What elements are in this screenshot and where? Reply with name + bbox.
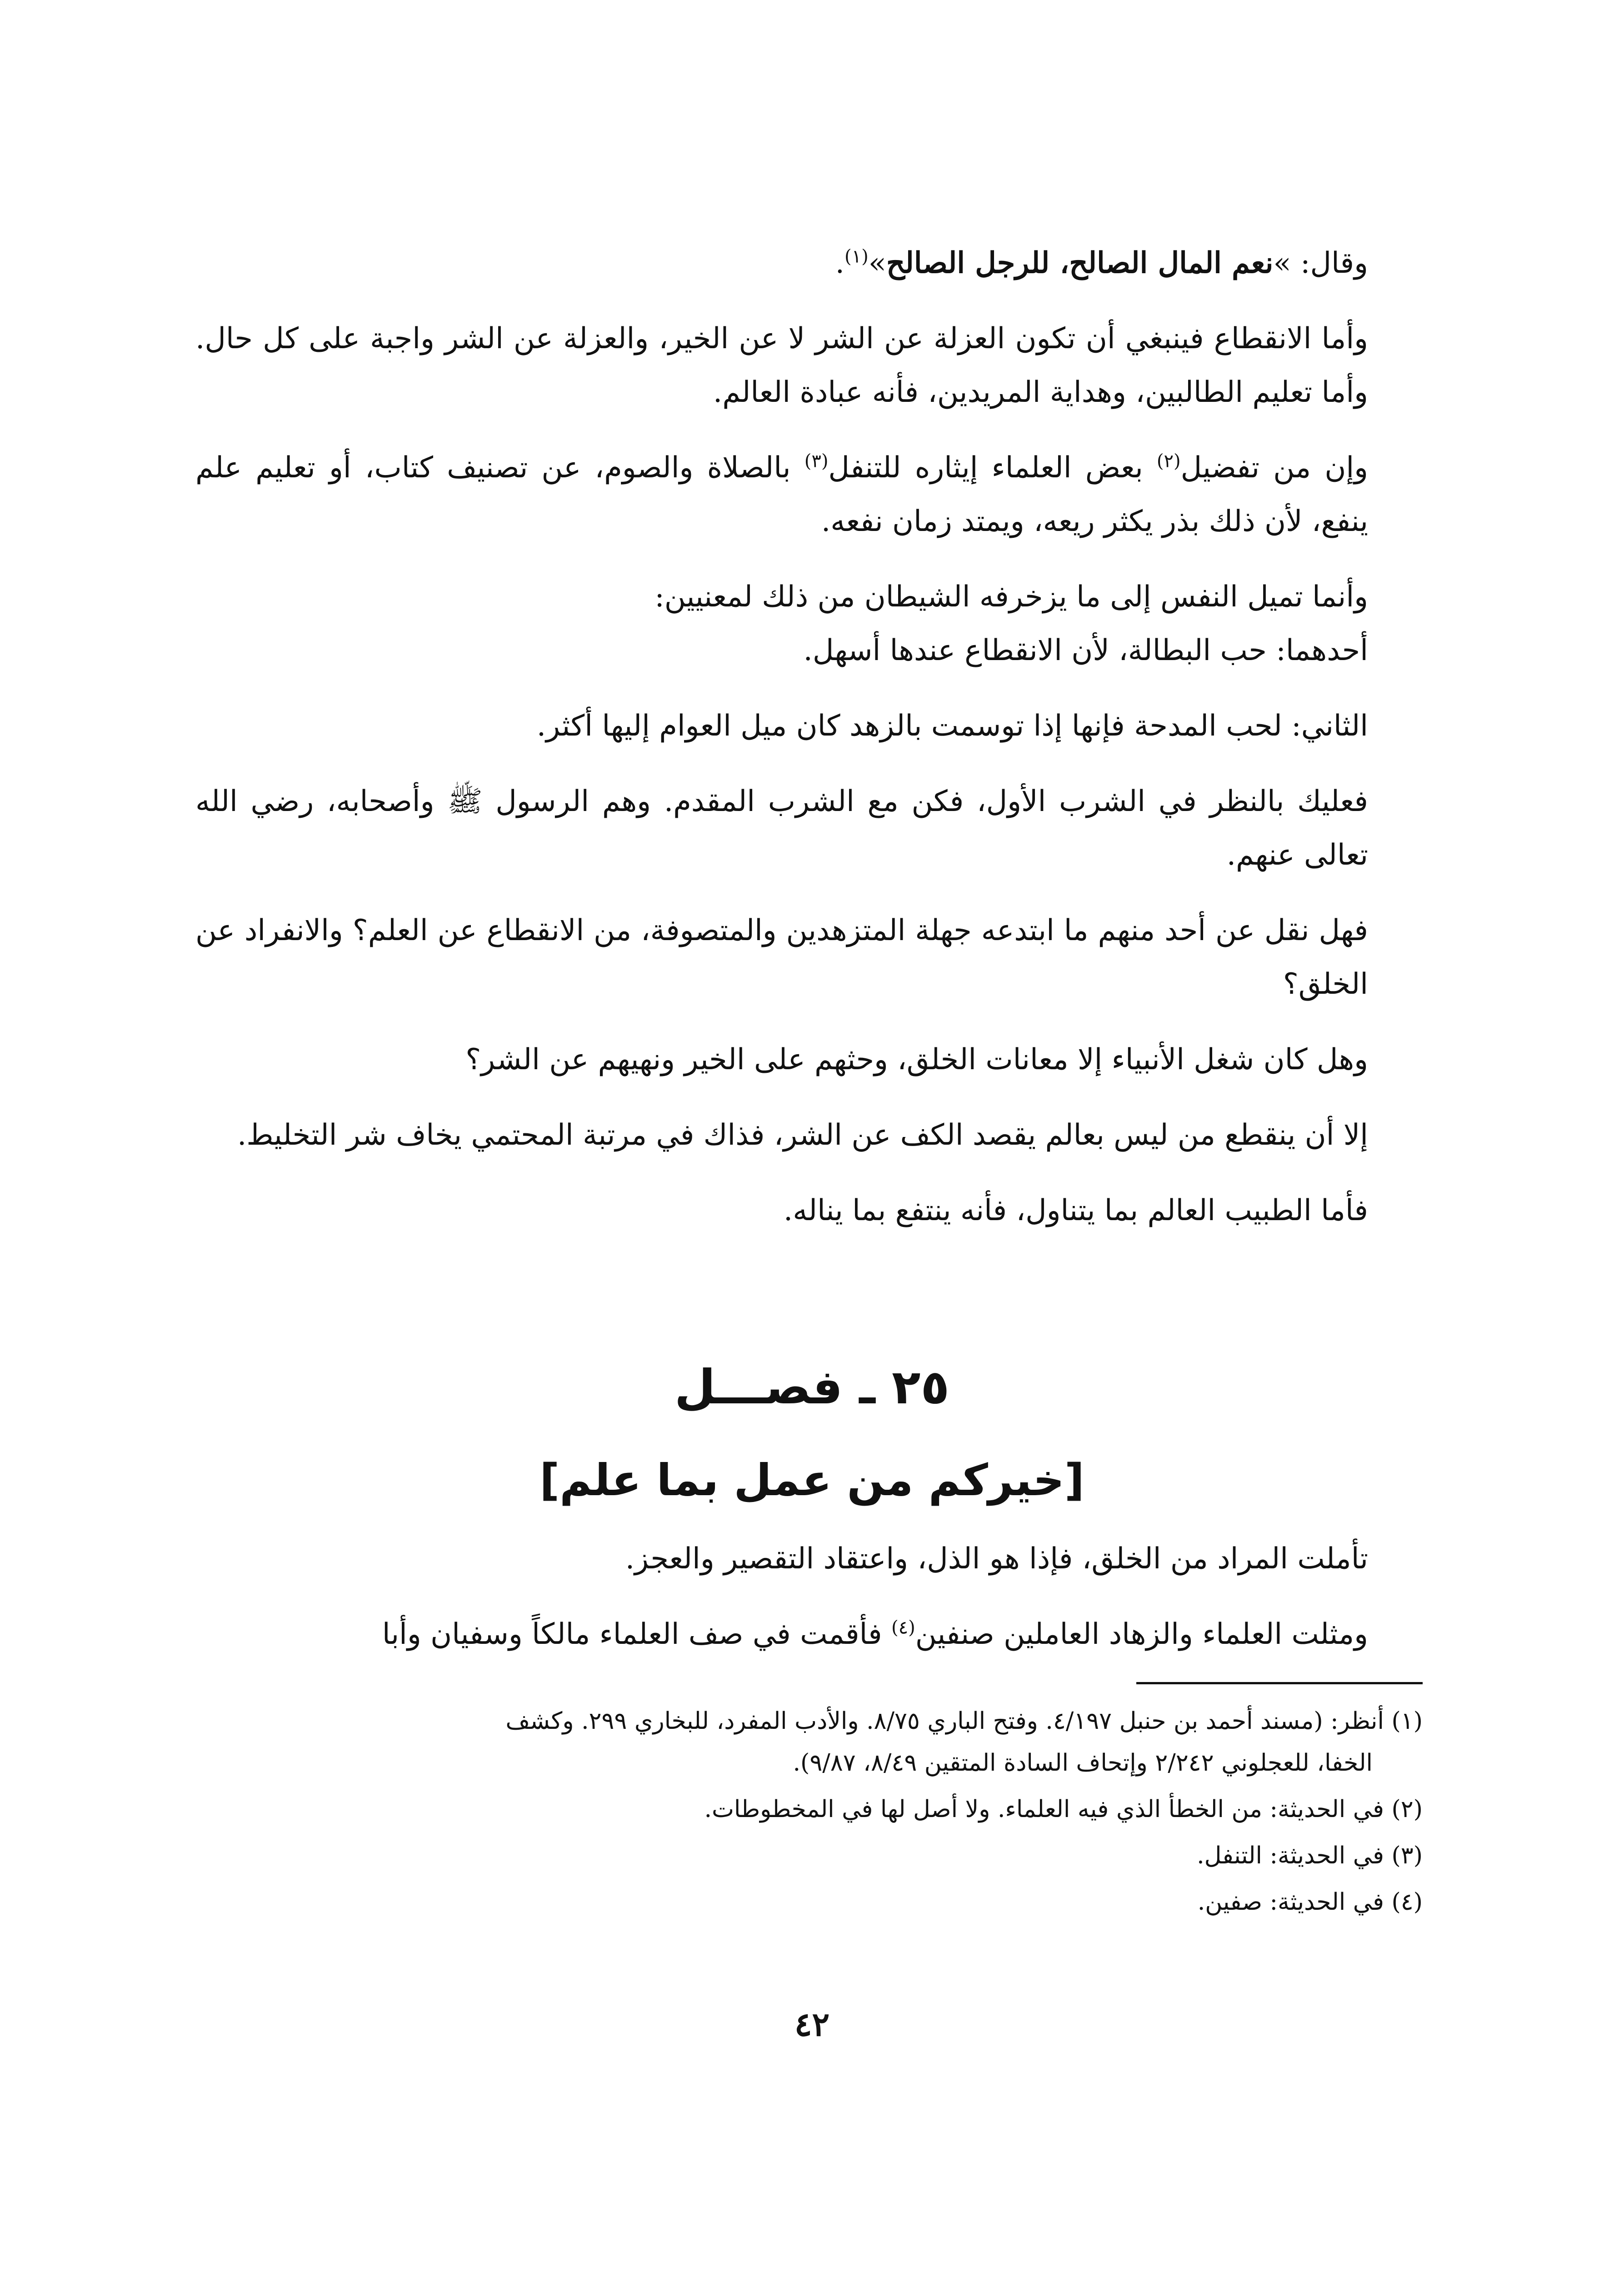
- paragraph-3-part-a: وإن من تفضيل: [1180, 451, 1369, 485]
- footnote-1-line-1: (١) أنظر: (مسند أحمد بن حنبل ٤/١٩٧. وفتح الباري ٨/٧٥. والأدب المفرد، للبخاري ٢٩٩. وكشف: [505, 1707, 1423, 1735]
- paragraph-9: إلا أن ينقطع من ليس بعالم يقصد الكف عن الشر، فذاك في مرتبة المحتمي يخاف شر التخليط.: [237, 1118, 1368, 1152]
- paragraph-3-part-c: بالصلاة والصوم، عن تصنيف كتاب، أو تعليم علم ينفع، لأن ذلك بذر يكثر ريعه، ويمتد زمان نفعه.: [195, 451, 1368, 538]
- paragraph-1-before: وقال: »: [1273, 246, 1368, 280]
- paragraph-4: [195, 570, 1423, 677]
- paragraph-11: تأملت المراد من الخلق، فإذا هو الذل، واعتقاد التقصير والعجز.: [625, 1542, 1368, 1576]
- paragraph-4-line-2: أحدهما: حب البطالة، لأن الانقطاع عندها أسهل.: [803, 634, 1368, 667]
- main-text-lower: [195, 1532, 1423, 1683]
- footnote-ref-3[interactable]: (٣): [804, 451, 829, 472]
- paragraph-2: وأما الانقطاع فينبغي أن تكون العزلة عن الشر لا عن الخير، والعزلة عن الشر واجبة على كل حال. وأما تعليم الطالبين، وهداية المريدين، فأنه عبادة العالم.: [195, 322, 1368, 409]
- footnote-1-line-2: الخفا، للعجلوني ٢/٢٤٢ وإتحاف السادة المتقين ٨/٤٩، ٩/٨٧).: [793, 1749, 1373, 1777]
- page-number: ٤٢: [794, 2005, 830, 2043]
- paragraph-8: وهل كان شغل الأنبياء إلا معانات الخلق، وحثهم على الخير ونهيهم عن الشر؟: [465, 1043, 1368, 1076]
- paragraph-1-after: »: [868, 246, 886, 280]
- paragraph-4-line-1: وأنما تميل النفس إلى ما يزخرفه الشيطان من ذلك لمعنيين:: [655, 580, 1368, 614]
- paragraph-3: [195, 441, 1423, 548]
- paragraph-7: فهل نقل عن أحد منهم ما ابتدعه جهلة المتزهدين والمتصوفة، من الانقطاع عن العلم؟ والانفراد عن الخلق؟: [195, 914, 1368, 1001]
- main-text: [195, 236, 1423, 1259]
- paragraph-6: فعليك بالنظر في الشرب الأول، فكن مع الشرب المقدم. وهم الرسول ﷺ وأصحابه، رضي الله تعالى عنهم.: [195, 785, 1368, 872]
- footnote-divider: [1136, 1682, 1423, 1684]
- paragraph-10: فأما الطبيب العالم بما يتناول، فأنه ينتفع بما يناله.: [783, 1194, 1368, 1227]
- section-title: [خيركم من عمل بما علم]: [540, 1455, 1084, 1506]
- paragraph-12-part-b: فأقمت في صف العلماء مالكاً وسفيان وأبا: [382, 1617, 891, 1651]
- footnote-1: [195, 1700, 1423, 1784]
- footnote-4: (٤) في الحديثة: صفين.: [1197, 1888, 1423, 1916]
- paragraph-1: [195, 236, 1423, 290]
- footnote-ref-1[interactable]: (١): [844, 246, 869, 267]
- paragraph-1-end: .: [835, 246, 845, 280]
- hadith-quote: نعم المال الصالح، للرجل الصالح: [886, 246, 1274, 280]
- footnote-ref-4[interactable]: (٤): [891, 1617, 915, 1638]
- footnote-ref-2[interactable]: (٢): [1156, 451, 1181, 472]
- paragraph-12: [195, 1607, 1423, 1661]
- footnote-2: (٢) في الحديثة: من الخطأ الذي فيه العلماء. ولا أصل لها في المخطوطات.: [704, 1796, 1423, 1823]
- footnote-3: (٣) في الحديثة: التنفل.: [1197, 1842, 1423, 1869]
- paragraph-3-part-b: بعض العلماء إيثاره للتنفل: [828, 451, 1157, 485]
- footnotes: [195, 1700, 1423, 1928]
- paragraph-5: الثاني: لحب المدحة فإنها إذا توسمت بالزهد كان ميل العوام إليها أكثر.: [536, 709, 1368, 743]
- section-number: ٢٥ ـ فصـــل: [675, 1359, 949, 1415]
- paragraph-12-part-a: ومثلت العلماء والزهاد العاملين صنفين: [915, 1617, 1368, 1651]
